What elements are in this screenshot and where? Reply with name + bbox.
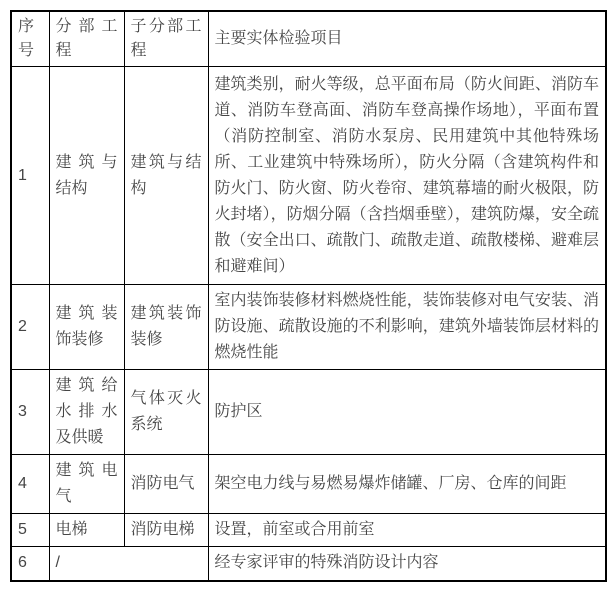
cell-items: 建筑类别，耐火等级，总平面布局（防火间距、消防车道、消防车登高面、消防车登高操作场地），平面布置（消防控制室、消防水泵房、民用建筑中其他特殊场所、工业建筑中特殊场所），防火分隔（含建筑构件和防火门、防火窗、防火卷帘、建筑幕墙的耐火极限，防火封堵），防烟分隔（含挡烟垂壁），建筑防爆，安全疏散（安全出口、疏散门、疏散走道、疏散楼梯、避难层和避难间）: [208, 67, 606, 285]
cell-subpart: 气体灭火系统: [124, 370, 208, 455]
cell-subpart: 消防电气: [124, 455, 208, 514]
table-row: [11, 514, 606, 547]
cell-no: 6: [11, 547, 49, 581]
table-row: [11, 370, 606, 455]
col-header-part: 分部工程: [49, 11, 124, 67]
cell-items: 经专家评审的特殊消防设计内容: [208, 547, 606, 581]
cell-part: 建筑给水排水及供暖: [49, 370, 124, 455]
col-header-subpart: 子分部工程: [124, 11, 208, 67]
cell-items: 设置，前室或合用前室: [208, 514, 606, 547]
inspection-items-table: [10, 10, 607, 582]
cell-subpart: 建筑与结构: [124, 67, 208, 285]
col-header-items: 主要实体检验项目: [208, 11, 606, 67]
cell-part: 建筑装饰装修: [49, 285, 124, 370]
table-row: [11, 285, 606, 370]
cell-no: 2: [11, 285, 49, 370]
cell-part: 建筑电气: [49, 455, 124, 514]
cell-items: 防护区: [208, 370, 606, 455]
cell-no: 1: [11, 67, 49, 285]
cell-items: 架空电力线与易燃易爆炸储罐、厂房、仓库的间距: [208, 455, 606, 514]
col-header-no: 序号: [11, 11, 49, 67]
cell-part: 电梯: [49, 514, 124, 547]
table-row: [11, 547, 606, 581]
table-row: [11, 455, 606, 514]
cell-subpart: 消防电梯: [124, 514, 208, 547]
table-row: [11, 67, 606, 285]
cell-no: 4: [11, 455, 49, 514]
table-header-row: [11, 11, 606, 67]
cell-no: 5: [11, 514, 49, 547]
cell-part: 建筑与结构: [49, 67, 124, 285]
cell-subpart: 建筑装饰装修: [124, 285, 208, 370]
cell-no: 3: [11, 370, 49, 455]
cell-part-merged: /: [49, 547, 208, 581]
cell-items: 室内装饰装修材料燃烧性能，装饰装修对电气安装、消防设施、疏散设施的不利影响，建筑外墙装饰层材料的燃烧性能: [208, 285, 606, 370]
